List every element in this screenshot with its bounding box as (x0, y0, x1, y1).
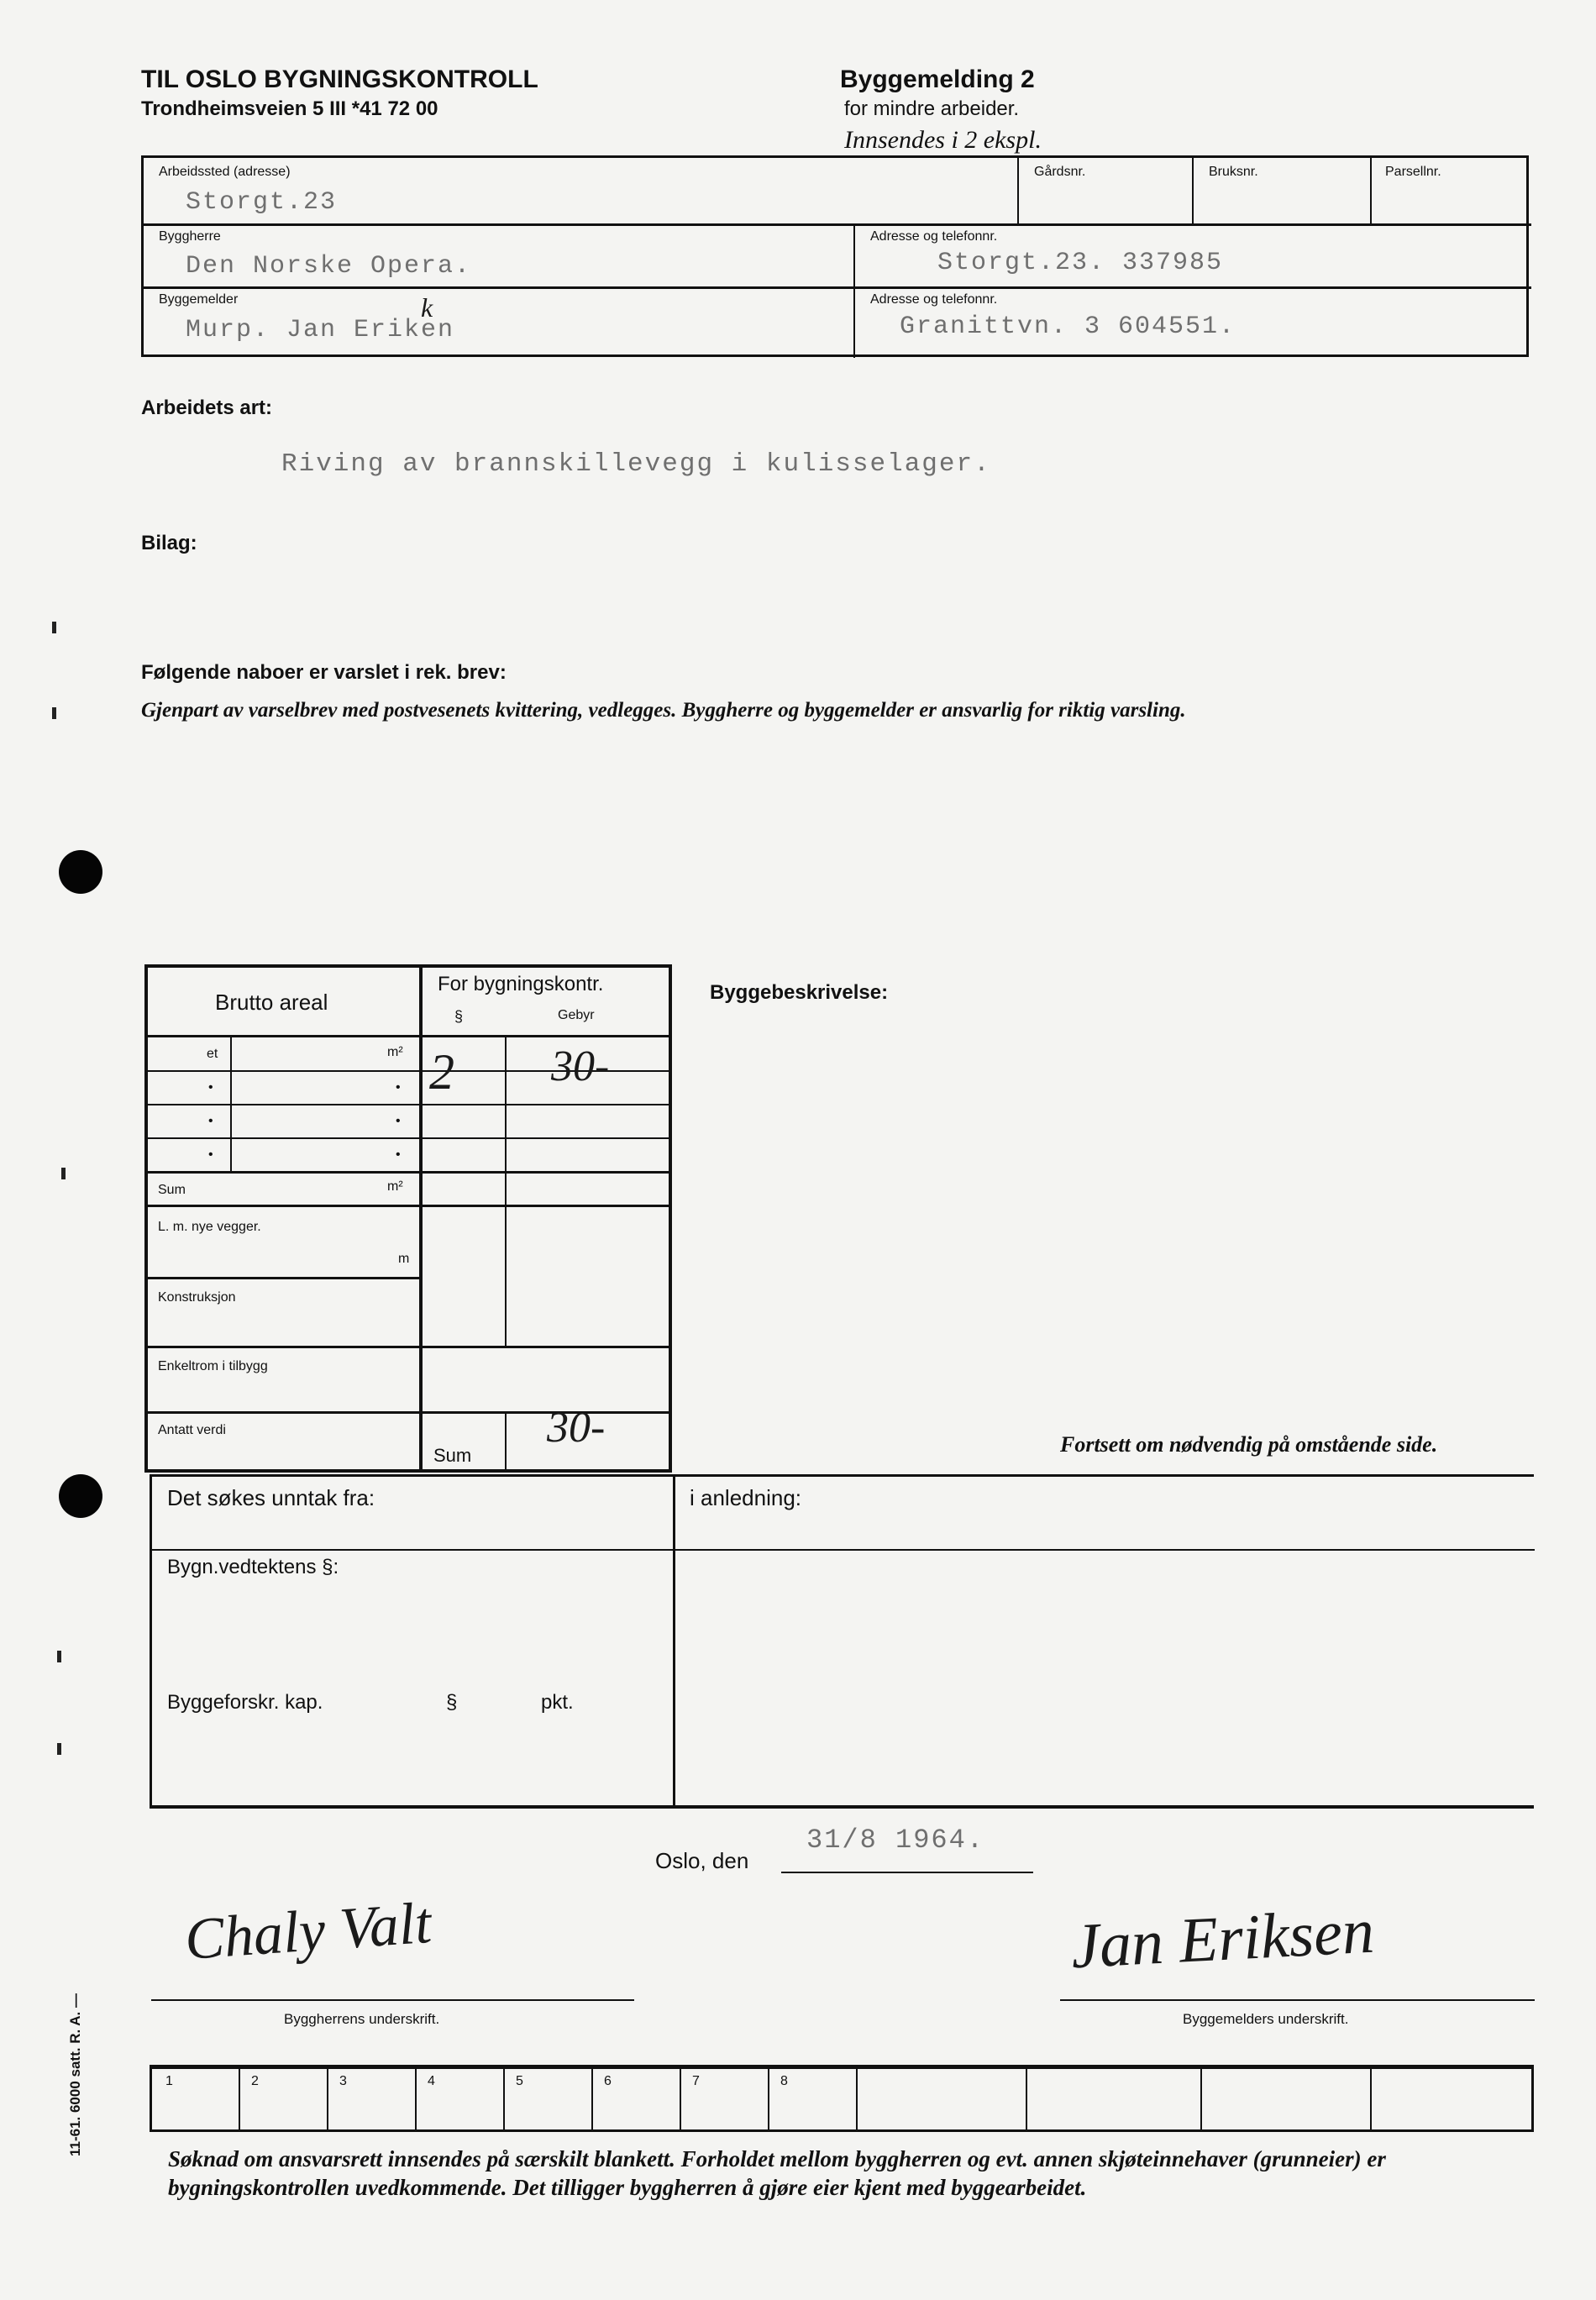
byggherre-label: Byggherre (159, 229, 221, 244)
margin-mark (52, 707, 56, 719)
punch-hole-top (59, 850, 102, 894)
date-line (781, 1872, 1033, 1873)
margin-mark (57, 1743, 61, 1755)
margin-mark (52, 622, 56, 633)
konstruksjon-label: Konstruksjon (158, 1290, 236, 1305)
side-print: 11-61. 6000 satt. R. A. — (67, 1993, 83, 2157)
sum-value: 30- (547, 1404, 606, 1452)
byggherre-sig-label: Byggherrens underskrift. (284, 2011, 440, 2027)
unntak-label: Det søkes unntak fra: (167, 1485, 375, 1510)
row-dot: • (396, 1114, 401, 1128)
arbeidssted-value: Storgt.23 (186, 188, 338, 217)
row-dot: • (208, 1114, 213, 1128)
et-label: et (207, 1047, 218, 1061)
number-cell: 8 (780, 2074, 788, 2088)
pkt-label: pkt. (541, 1691, 574, 1714)
vedtekt-label: Bygn.vedtektens §: (167, 1556, 339, 1578)
number-cell: 2 (251, 2074, 259, 2088)
anledning-label: i anledning: (690, 1485, 801, 1510)
sum-m2-label: m² (387, 1179, 403, 1194)
byggherre-value: Den Norske Opera. (186, 252, 472, 281)
form-title: Byggemelding 2 (840, 66, 1035, 93)
byggebeskrivelse-label: Byggebeskrivelse: (710, 981, 889, 1004)
for-bygningskontr-label: For bygningskontr. (438, 973, 604, 995)
naboer-note: Gjenpart av varselbrev med postvesenets kvittering, vedlegges. Byggherre og byggemelder er ansvarlig for riktig varsling. (141, 699, 1186, 722)
para-value: 2 (429, 1044, 454, 1100)
form-note: Innsendes i 2 ekspl. (844, 126, 1042, 154)
byggemelder-sig-line (1060, 1999, 1535, 2001)
unntak-table (150, 1474, 1534, 1809)
byggemelder-signature: Jan Eriksen (1069, 1895, 1376, 1982)
adresse-value-2: Granittvn. 3 604551. (900, 312, 1236, 341)
number-cell: 7 (692, 2074, 700, 2088)
adresse-label-2: Adresse og telefonnr. (870, 292, 998, 307)
naboer-label: Følgende naboer er varslet i rek. brev: (141, 661, 507, 684)
arbeidssted-label: Arbeidssted (adresse) (159, 165, 291, 179)
bruksnr-label: Bruksnr. (1209, 165, 1258, 179)
antatt-label: Antatt verdi (158, 1423, 226, 1437)
byggemelder-value: Murp. Jan Eriken (186, 316, 455, 344)
gebyr-value: 30- (551, 1042, 610, 1090)
right-sum-label: Sum (433, 1445, 472, 1466)
forskr-para-label: § (446, 1691, 458, 1714)
lm-label: L. m. nye vegger. (158, 1220, 261, 1234)
byggemelder-sig-label: Byggemelders underskrift. (1183, 2011, 1349, 2027)
adresse-value-1: Storgt.23. 337985 (937, 249, 1224, 277)
fortsett-note: Fortsett om nødvendig på omstående side. (1060, 1432, 1438, 1457)
number-cell: 5 (516, 2074, 523, 2088)
office-title: TIL OSLO BYGNINGSKONTROLL (141, 66, 538, 93)
area-table (144, 964, 672, 1473)
number-cell: 1 (165, 2074, 173, 2088)
margin-mark (61, 1168, 66, 1179)
number-cell: 4 (428, 2074, 435, 2088)
byggherre-signature: Chaly Valt (182, 1890, 433, 1973)
top-table (141, 155, 1529, 357)
row-dot: • (396, 1147, 401, 1162)
footer-note: Søknad om ansvarsrett innsendes på særskilt blankett. Forholdet mellom byggherren og evt. annen skjøteinnehaver (grunneier) er bygningskontrollen uvedkommende. Det tilligger byggherren å gjøre eier kjent med byggearbeidet. (168, 2146, 1386, 2200)
row-dot: • (208, 1147, 213, 1162)
byggemelder-correction: k (421, 292, 433, 323)
arbeid-value: Riving av brannskillevegg i kulisselager. (281, 449, 991, 479)
bilag-label: Bilag: (141, 532, 197, 554)
byggherre-sig-line (151, 1999, 634, 2001)
row-dot: • (396, 1080, 401, 1095)
sum-label: Sum (158, 1183, 186, 1197)
number-row (150, 2065, 1534, 2132)
number-cell: 3 (339, 2074, 347, 2088)
form-subtitle: for mindre arbeider. (844, 97, 1020, 120)
office-address: Trondheimsveien 5 III *41 72 00 (141, 97, 438, 120)
parsellnr-label: Parsellnr. (1385, 165, 1441, 179)
number-cell: 6 (604, 2074, 612, 2088)
row-dot: • (208, 1080, 213, 1095)
gardsnr-label: Gårdsnr. (1034, 165, 1086, 179)
margin-mark (57, 1651, 61, 1662)
m2-label: m² (387, 1045, 403, 1059)
para-label: § (454, 1008, 464, 1025)
arbeid-label: Arbeidets art: (141, 396, 273, 419)
adresse-label-1: Adresse og telefonnr. (870, 229, 998, 244)
byggemelder-label: Byggemelder (159, 292, 239, 307)
date-value: 31/8 1964. (806, 1825, 985, 1856)
enkeltrom-label: Enkeltrom i tilbygg (158, 1359, 268, 1373)
gebyr-label: Gebyr (558, 1008, 595, 1022)
forskr-label: Byggeforskr. kap. (167, 1691, 323, 1714)
m-label: m (398, 1252, 410, 1266)
brutto-areal-label: Brutto areal (215, 990, 328, 1015)
date-label: Oslo, den (655, 1848, 749, 1873)
punch-hole-bottom (59, 1474, 102, 1518)
